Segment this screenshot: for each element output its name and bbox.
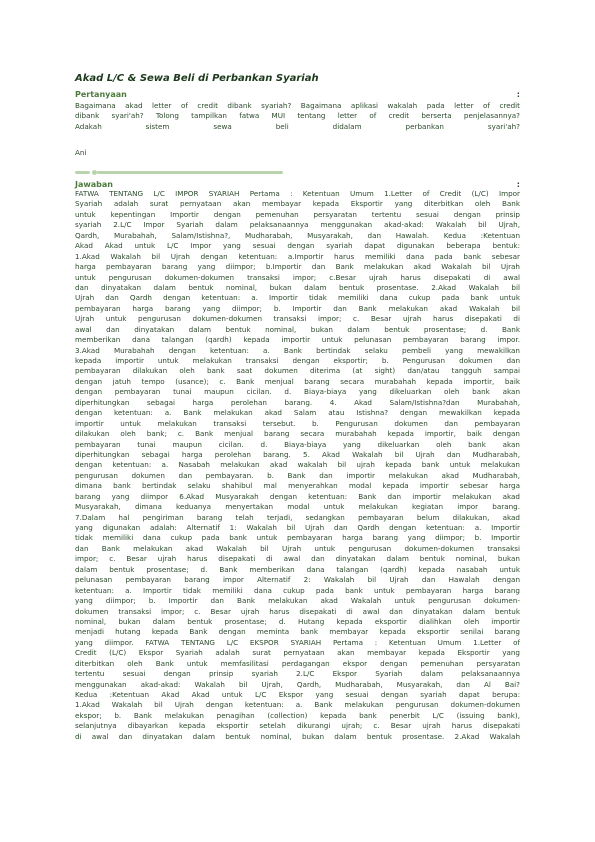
- text-line: menggunakan akad-akad: Wakalah bil Ujrah, Qardh, Mudharabah, Musyarakah, dan Al Bai?: [75, 679, 520, 689]
- text-line: 1.Akad Wakalah bil Ujrah dengan ketentuan: a.Importir harus memiliki dana pada bank sebesar: [75, 251, 520, 261]
- question-colon: :: [516, 90, 520, 99]
- text-line: dengan ketentuan: a. Bank melakukan akad Salam atau Istishna? dengan mewakilkan kepada: [75, 408, 520, 418]
- text-line: dengan ketentuan: a. Nasabah melakukan akad wakalah bil ujrah kepada bank untuk melakukan: [75, 460, 520, 470]
- question-text: [75, 101, 520, 132]
- text-line: tidak memiliki dana cukup pada bank untuk pembayaran harga barang yang diimpor; b. Importir: [75, 533, 520, 543]
- text-line: Qardh, Murabahah, Salam/Istishna?, Mudharabah, Musyarakah, dan Hawalah. Kedua :Ketentuan: [75, 230, 520, 240]
- text-line: dengan pembayaran tunai maupun cicilan. d. Biaya-biaya yang dikeluarkan oleh bank akan: [75, 387, 520, 397]
- text-line: FATWA TENTANG L/C IMPOR SYARIAH Pertama : Ketentuan Umum 1.Letter of Credit (L/C) Impor: [75, 189, 520, 198]
- text-line: dan Bank melakukan akad Wakalah bil Ujrah untuk pengurusan dokumen-dokumen transaksi: [75, 543, 520, 553]
- section-divider: [75, 169, 285, 176]
- text-line: Ujrah untuk pengurusan dokumen-dokumen transaksi impor; c. Besar ujrah harus disepakati di: [75, 314, 520, 324]
- text-line: syariah 2.L/C Impor Syariah dalam pelaksanaannya menggunakan akad-akad: Wakalah bil Ujrah,: [75, 220, 520, 230]
- text-line: 7.Dalam hal pengiriman barang telah terjadi, sedangkan pembayaran belum dilakukan, akad: [75, 512, 520, 522]
- text-line: Akad Akad untuk L/C Impor yang sesuai dengan syariah dapat digunakan beberapa bentuk:: [75, 241, 520, 251]
- text-line: dimana bank bertindak selaku shahibul mal menyerahkan modal kepada importir sebesar harga: [75, 481, 520, 491]
- text-line: yang digunakan adalah: Alternatif 1: Wakalah bil Ujrah dan Qardh dengan ketentuan: a. Importir: [75, 523, 520, 532]
- text-line: menjadi hutang kepada Bank dengan meminta bank membayar kepada eksportir senilai barang: [75, 627, 520, 637]
- text-line: dalam bentuk prosentase; d. Bank memberikan dana talangan (qardh) kepada nasabah untuk: [75, 564, 520, 574]
- text-line: selanjutnya dibayarkan kepada eksportir setelah dikurangi ujrah; c. Besar ujrah harus disepakati: [75, 721, 520, 731]
- text-line: Syariah adalah surat pernyataan akan membayar kepada Eksportir yang diterbitkan oleh Bank: [75, 199, 520, 209]
- text-line: Adakah sistem sewa beli didalam perbankan syari'ah?: [75, 121, 520, 131]
- text-line: dilakukan oleh bank; c. Bank menjual barang secara murabahah kepada importir, baik dengan: [75, 429, 520, 439]
- text-line: Kedua :Ketentuan Akad Akad untuk L/C Ekspor yang sesuai dengan syariah dapat berupa:: [75, 690, 520, 699]
- text-line: dengan jatuh tempo (usance); c. Bank menjual barang secara murabahah kepada importir, baik: [75, 376, 520, 386]
- text-line: Musyarakah, dimana keduanya menyertakan modal untuk melakukan kegiatan impor barang.: [75, 502, 520, 512]
- asker-name: Ani: [75, 148, 87, 157]
- text-line: dokumen transaksi impor; c. Besar ujrah harus disepakati di awal dan dinyatakan dalam bentuk: [75, 606, 520, 616]
- text-line: harga pembayaran barang yang diimpor; b.Importir dan Bank melakukan akad Wakalah bil Ujrah: [75, 262, 520, 272]
- text-line: yang diimpor. FATWA TENTANG L/C EKSPOR SYARIAH Pertama : Ketentuan Umum 1.Letter of: [75, 637, 520, 647]
- text-line: pembayaran harga barang yang diimpor; b. Importir dan Bank melakukan akad Wakalah bil: [75, 303, 520, 313]
- text-line: pembayaran tunai maupun cicilan. d. Biaya-biaya yang dikeluarkan oleh bank akan: [75, 439, 520, 449]
- text-line: diperhitungkan sebagai harga perolehan barang. 4. Akad Salam/Istishna?dan Murabahah,: [75, 397, 520, 407]
- text-line: memberikan dana talangan (qardh) kepada importir untuk pelunasan pembayaran barang impor.: [75, 335, 520, 345]
- text-line: pengurusan dokumen dan pembayaran. b. Bank dan importir melakukan akad Mudharabah,: [75, 470, 520, 480]
- answer-label: Jawaban: [75, 180, 113, 189]
- text-line: di awal dan dinyatakan dalam bentuk nominal, bukan dalam bentuk prosentase. 2.Akad Wakalah: [75, 731, 520, 741]
- text-line: Credit (L/C) Ekspor Syariah adalah surat pernyataan akan membayar kepada Eksportir yang: [75, 648, 520, 658]
- text-line: tertentu sesuai dengan prinsip syariah 2.L/C Ekspor Syariah dalam pelaksanaannya: [75, 669, 520, 679]
- text-line: awal dan dinyatakan dalam bentuk nominal, bukan dalam bentuk prosentase; d. Bank: [75, 324, 520, 334]
- text-line: diterbitkan oleh Bank untuk memfasilitasi perdagangan ekspor dengan pemenuhan persyaratan: [75, 658, 520, 668]
- text-line: 3.Akad Murabahah dengan ketentuan: a. Bank bertindak selaku pembeli yang mewakilkan: [75, 345, 520, 355]
- text-line: untuk pengurusan dokumen-dokumen transaksi impor; c.Besar ujrah harus disepakati di awal: [75, 272, 520, 282]
- text-line: yang diimpor; b. Importir dan Bank melakukan akad Wakalah untuk pengurusan dokumen-: [75, 596, 520, 606]
- text-line: pembayaran dilakukan oleh bank saat dokumen diterima (at sight) dan/atau tangguh sampai: [75, 366, 520, 376]
- text-line: impor; c. Besar ujrah harus disepakati di awal dan dinyatakan dalam bentuk nominal, bukan: [75, 554, 520, 564]
- question-header: [75, 90, 520, 99]
- text-line: kepada importir untuk melakukan transaksi dengan eksportir; b. Pengurusan dokumen dan: [75, 356, 520, 365]
- text-line: nominal, bukan dalam bentuk prosentase; d. Hutang kepada eksportir dialihkan oleh importir: [75, 616, 520, 626]
- text-line: Bagaimana akad letter of credit dibank syariah? Bagaimana aplikasi wakalah pada letter of credit: [75, 101, 520, 110]
- text-line: pelunasan pembayaran barang impor Alternatif 2: Wakalah bil Ujrah dan Hawalah dengan: [75, 575, 520, 585]
- text-line: 1.Akad Wakalah bil Ujrah dengan ketentuan: a. Bank melakukan pengurusan dokumen-dokumen: [75, 700, 520, 710]
- page-title: Akad L/C & Sewa Beli di Perbankan Syariah: [75, 73, 319, 84]
- question-label: Pertanyaan: [75, 90, 127, 99]
- text-line: ketentuan: a. Importir tidak memiliki dana cukup pada bank untuk pembayaran harga barang: [75, 585, 520, 595]
- text-line: Ujrah dan Qardh dengan ketentuan: a. Importir tidak memiliki dana cukup pada bank untuk: [75, 293, 520, 303]
- text-line: dan dinyatakan dalam bentuk nominal, bukan dalam bentuk prosentase. 2.Akad Wakalah bil: [75, 282, 520, 292]
- text-line: importir untuk melakukan transaksi tersebut. b. Pengurusan dokumen dan pembayaran: [75, 418, 520, 428]
- answer-header: [75, 180, 520, 189]
- answer-text: [75, 189, 520, 742]
- text-line: untuk kepentingan Importir dengan pemenuhan persyaratan tertentu sesuai dengan prinsip: [75, 209, 520, 219]
- text-line: ekspor; b. Bank melakukan penagihan (collection) kepada bank penerbit L/C (issuing bank),: [75, 710, 520, 720]
- text-line: dibank syari'ah? Tolong tampilkan fatwa MUI tentang letter of credit berserta penjelasannya?: [75, 111, 520, 121]
- text-line: barang yang diimpor 6.Akad Musyarakah dengan ketentuan: Bank dan importir melakukan akad: [75, 491, 520, 501]
- answer-colon: :: [516, 180, 520, 189]
- text-line: diperhitungkan sebagai harga perolehan barang. 5. Akad Wakalah bil Ujrah dan Mudharabah,: [75, 449, 520, 459]
